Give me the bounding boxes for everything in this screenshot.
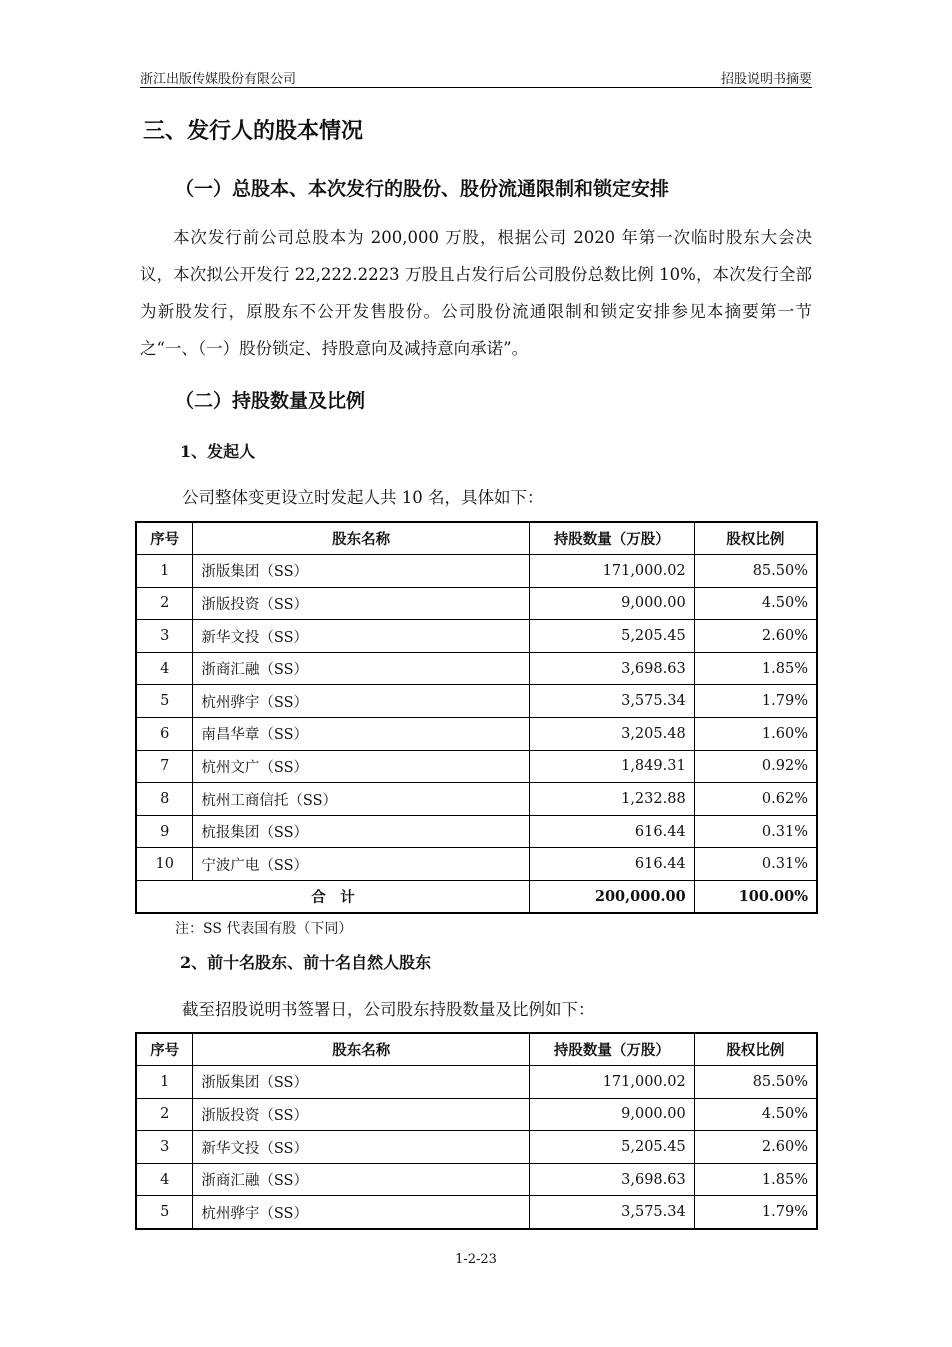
total-row	[136, 881, 817, 914]
total-label: 合 计	[136, 881, 529, 914]
cell-holder-name: 杭州骅宇（SS）	[193, 685, 530, 718]
table-row	[136, 685, 817, 718]
cell-seq: 5	[136, 1196, 193, 1229]
cell-holder-name: 杭报集团（SS）	[193, 815, 530, 848]
cell-share-qty: 171,000.02	[529, 555, 694, 588]
page-header	[140, 64, 812, 88]
cell-holder-name: 浙商汇融（SS）	[193, 652, 530, 685]
header-doc-title: 招股说明书摘要	[720, 72, 812, 87]
cell-holder-name: 浙商汇融（SS）	[193, 1163, 530, 1196]
table-row	[136, 1163, 817, 1196]
table-row	[136, 652, 817, 685]
table-row	[136, 555, 817, 588]
cell-holder-name: 浙版投资（SS）	[193, 587, 530, 620]
table-row	[136, 750, 817, 783]
subsection-2-title: （二）持股数量及比例	[175, 390, 366, 412]
cell-seq: 3	[136, 620, 193, 653]
cell-share-qty: 1,232.88	[529, 783, 694, 816]
cell-share-pct: 4.50%	[694, 1098, 817, 1131]
cell-holder-name: 杭州文广（SS）	[193, 750, 530, 783]
table-row	[136, 1196, 817, 1229]
cell-seq: 5	[136, 685, 193, 718]
table-row	[136, 815, 817, 848]
cell-share-qty: 616.44	[529, 815, 694, 848]
top-holders-heading: 2、前十名股东、前十名自然人股东	[180, 953, 432, 972]
founders-table	[135, 521, 818, 914]
cell-share-qty: 171,000.02	[530, 1066, 695, 1099]
header-qty: 持股数量（万股）	[529, 522, 694, 555]
cell-share-qty: 9,000.00	[529, 587, 694, 620]
header-seq: 序号	[136, 522, 193, 555]
table-row	[136, 783, 817, 816]
cell-share-qty: 5,205.45	[529, 620, 694, 653]
cell-seq: 9	[136, 815, 193, 848]
page-number: 1-2-23	[455, 1252, 497, 1267]
cell-share-pct: 85.50%	[694, 1066, 817, 1099]
table-row	[136, 620, 817, 653]
table-row	[136, 848, 817, 881]
cell-share-qty: 9,000.00	[530, 1098, 695, 1131]
total-pct: 100.00%	[694, 881, 817, 914]
table-row	[136, 718, 817, 751]
cell-seq: 1	[136, 1066, 193, 1099]
table-row	[136, 1098, 817, 1131]
cell-share-qty: 3,698.63	[530, 1163, 695, 1196]
total-qty: 200,000.00	[529, 881, 694, 914]
cell-seq: 3	[136, 1131, 193, 1164]
cell-seq: 4	[136, 652, 193, 685]
table-row	[136, 1131, 817, 1164]
cell-holder-name: 浙版集团（SS）	[193, 555, 530, 588]
cell-share-qty: 616.44	[529, 848, 694, 881]
cell-seq: 7	[136, 750, 193, 783]
cell-holder-name: 杭州骅宇（SS）	[193, 1196, 530, 1229]
cell-share-pct: 0.62%	[694, 783, 817, 816]
cell-share-pct: 1.60%	[694, 718, 817, 751]
table-row	[136, 587, 817, 620]
section-title: 三、发行人的股本情况	[143, 119, 364, 144]
cell-share-qty: 3,698.63	[529, 652, 694, 685]
cell-share-pct: 0.31%	[694, 848, 817, 881]
subsection-1-title: （一）总股本、本次发行的股份、股份流通限制和锁定安排	[175, 178, 670, 200]
cell-share-qty: 3,575.34	[529, 685, 694, 718]
cell-holder-name: 杭州工商信托（SS）	[193, 783, 530, 816]
cell-seq: 2	[136, 587, 193, 620]
cell-seq: 8	[136, 783, 193, 816]
cell-share-qty: 1,849.31	[529, 750, 694, 783]
cell-seq: 4	[136, 1163, 193, 1196]
cell-share-pct: 1.79%	[694, 1196, 817, 1229]
top-holders-table	[135, 1032, 818, 1230]
cell-share-pct: 0.92%	[694, 750, 817, 783]
header-qty: 持股数量（万股）	[530, 1033, 695, 1066]
table-header-row	[136, 522, 817, 555]
cell-share-pct: 4.50%	[694, 587, 817, 620]
cell-holder-name: 浙版投资（SS）	[193, 1098, 530, 1131]
cell-share-pct: 1.85%	[694, 1163, 817, 1196]
cell-seq: 1	[136, 555, 193, 588]
founders-heading: 1、发起人	[180, 442, 256, 461]
cell-share-pct: 2.60%	[694, 620, 817, 653]
cell-share-qty: 3,575.34	[530, 1196, 695, 1229]
header-pct: 股权比例	[694, 1033, 817, 1066]
header-name: 股东名称	[193, 522, 530, 555]
cell-holder-name: 宁波广电（SS）	[193, 848, 530, 881]
subsection-1-paragraph: 本次发行前公司总股本为 200,000 万股，根据公司 2020 年第一次临时股东大会决议，本次拟公开发行 22,222.2223 万股且占发行后公司股份总数比例 10%，本次发行全部为新股发行，原股东不公开发售股份。公司股份流通限制和锁定安排参见本摘要第一节之“一、（一）股份锁定、持股意向及减持意向承诺”。	[140, 228, 812, 358]
cell-share-pct: 0.31%	[694, 815, 817, 848]
cell-share-pct: 2.60%	[694, 1131, 817, 1164]
cell-holder-name: 南昌华章（SS）	[193, 718, 530, 751]
cell-share-qty: 5,205.45	[530, 1131, 695, 1164]
cell-share-pct: 85.50%	[694, 555, 817, 588]
table-row	[136, 1066, 817, 1099]
cell-holder-name: 新华文投（SS）	[193, 1131, 530, 1164]
header-name: 股东名称	[193, 1033, 530, 1066]
cell-holder-name: 浙版集团（SS）	[193, 1066, 530, 1099]
cell-seq: 6	[136, 718, 193, 751]
table-note: 注：SS 代表国有股（下同）	[175, 921, 353, 937]
header-seq: 序号	[136, 1033, 193, 1066]
cell-share-qty: 3,205.48	[529, 718, 694, 751]
header-company: 浙江出版传媒股份有限公司	[140, 72, 297, 87]
cell-share-pct: 1.85%	[694, 652, 817, 685]
cell-seq: 2	[136, 1098, 193, 1131]
top-holders-intro: 截至招股说明书签署日，公司股东持股数量及比例如下：	[182, 1000, 595, 1019]
cell-share-pct: 1.79%	[694, 685, 817, 718]
cell-holder-name: 新华文投（SS）	[193, 620, 530, 653]
founders-intro: 公司整体变更设立时发起人共 10 名，具体如下：	[182, 488, 544, 507]
table-header-row	[136, 1033, 817, 1066]
cell-seq: 10	[136, 848, 193, 881]
header-pct: 股权比例	[694, 522, 817, 555]
